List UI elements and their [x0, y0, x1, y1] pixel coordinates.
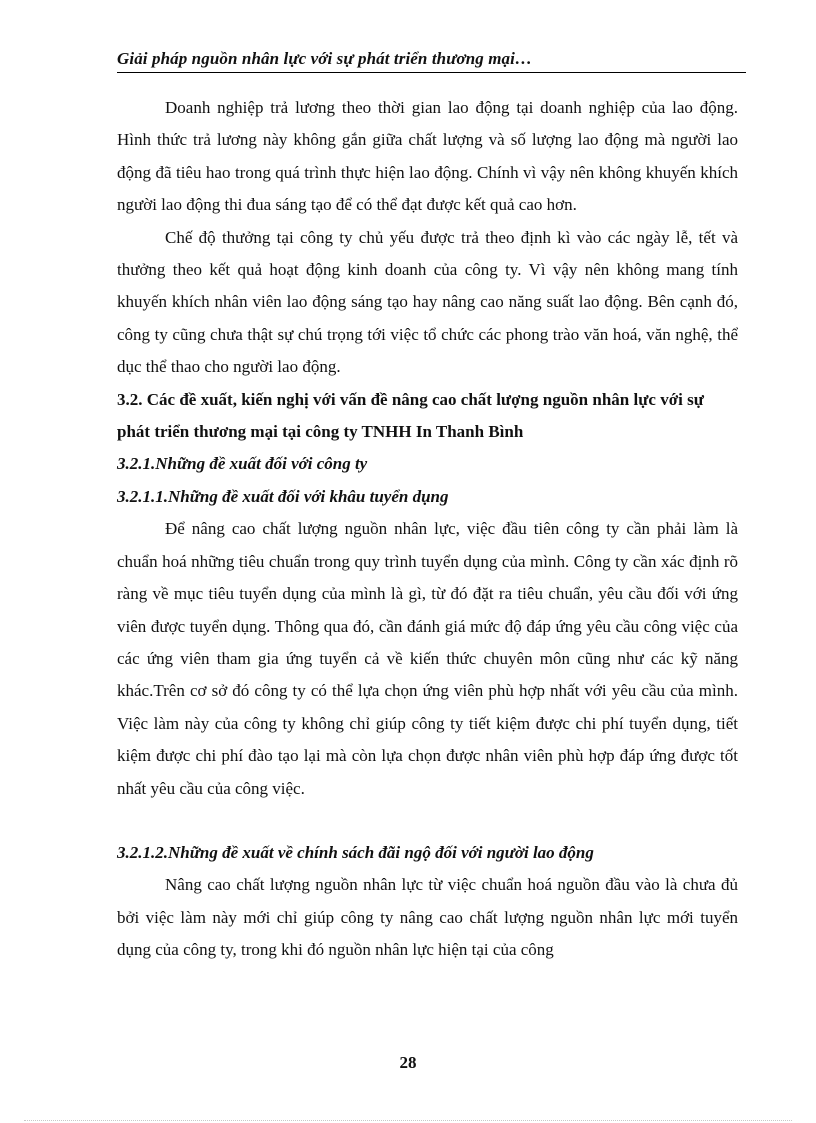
paragraph-compensation: Nâng cao chất lượng nguồn nhân lực từ việc chuẩn hoá nguồn đầu vào là chưa đủ bởi việc làm này mới chỉ giúp công ty nâng cao chất lượng nguồn nhân lực mới tuyển dụng của công ty, trong khi đó nguồn nhân lực hiện tại của công — [117, 875, 738, 960]
section-heading-3-2: 3.2. Các đề xuất, kiến nghị với vấn đề nâng cao chất lượng nguồn nhân lực với sự phát triển thương mại tại công ty TNHH In Thanh Bình — [117, 389, 704, 442]
paragraph-recruitment: Để nâng cao chất lượng nguồn nhân lực, việc đầu tiên công ty cần phải làm là chuẩn hoá những tiêu chuẩn trong quy trình tuyển dụng của mình. Công ty cần xác định rõ ràng về mục tiêu tuyển dụng của mình là gì, từ đó đặt ra tiêu chuẩn, yêu cầu đối với ứng viên được tuyển dụng. Thông qua đó, cần đánh giá mức độ đáp ứng yêu cầu công việc của các ứng viên tham gia ứng tuyển cả về kiến thức chuyên môn cũng như các kỹ năng khác.Trên cơ sở đó công ty có thể lựa chọn ứng viên phù hợp nhất với yêu cầu của mình. Việc làm này của công ty không chỉ giúp công ty tiết kiệm được chi phí tuyển dụng, tiết kiệm được chi phí đào tạo lại mà còn lựa chọn được nhân viên phù hợp đáp ứng được tốt nhất yêu cầu của công việc. — [117, 519, 738, 798]
paragraph-bonus: Chế độ thưởng tại công ty chủ yếu được trả theo định kì vào các ngày lễ, tết và thưởng theo kết quả hoạt động kinh doanh của công ty. Vì vậy nên không mang tính khuyến khích nhân viên lao động sáng tạo hay nâng cao năng suất lao động. Bên cạnh đó, công ty cũng chưa thật sự chú trọng tới việc tổ chức các phong trào văn hoá, văn nghệ, thể dục thể thao cho người lao động. — [117, 227, 738, 377]
subsection-heading-3-2-1-2: 3.2.1.2.Những đề xuất về chính sách đãi ngộ đối với người lao động — [117, 842, 594, 862]
subsection-heading-3-2-1-1: 3.2.1.1.Những đề xuất đối với khâu tuyển dụng — [117, 486, 449, 506]
page-number: 28 — [399, 1053, 417, 1072]
page-body — [117, 92, 738, 967]
running-header: Giải pháp nguồn nhân lực với sự phát triển thương mại… — [117, 49, 746, 73]
spacer — [117, 805, 738, 837]
page-edge-divider — [24, 1120, 792, 1121]
paragraph-salary: Doanh nghiệp trả lương theo thời gian lao động tại doanh nghiệp của lao động. Hình thức trả lương này không gắn giữa chất lượng và số lượng lao động mà người lao động đã tiêu hao trong quá trình thực hiện lao động. Chính vì vậy nên không khuyến khích người lao động thi đua sáng tạo để có thể đạt được kết quả cao hơn. — [117, 98, 738, 215]
subsection-heading-3-2-1: 3.2.1.Những đề xuất đối với công ty — [117, 454, 368, 474]
